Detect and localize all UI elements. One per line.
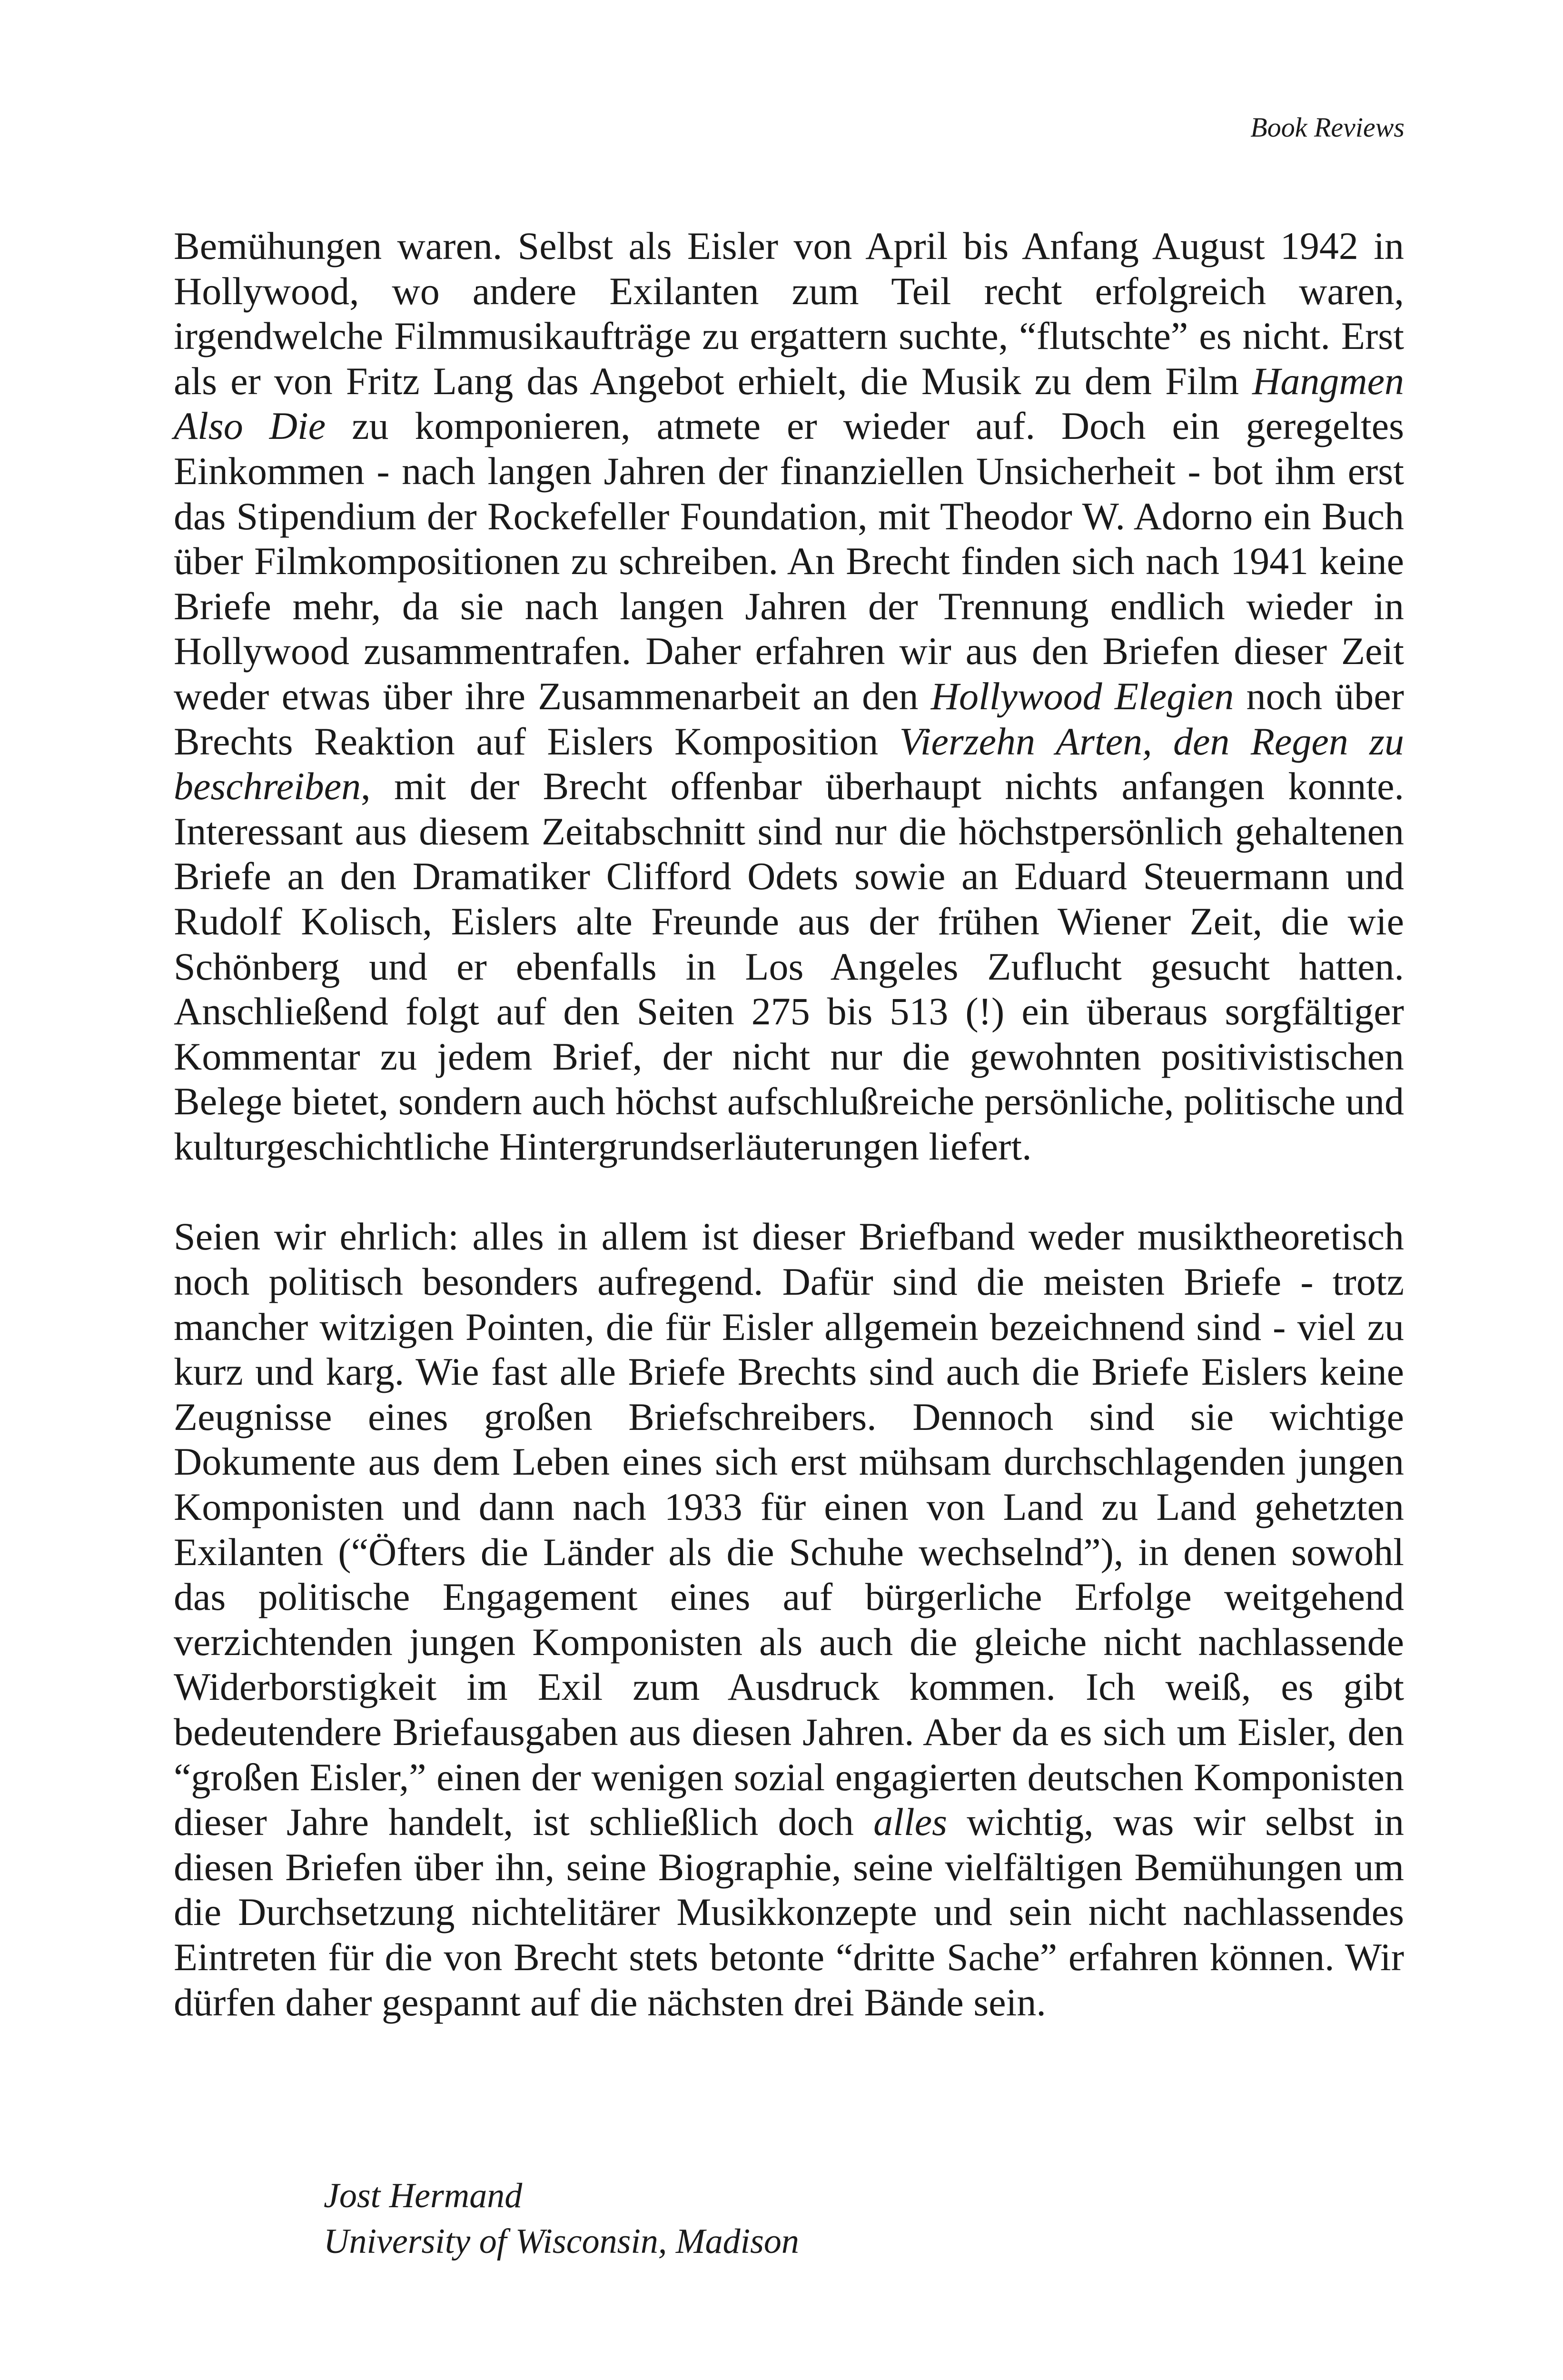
reviewer-name: Jost Hermand — [324, 2176, 523, 2215]
text-segment: noch über Brechts Reaktion auf Eislers Komposition — [174, 674, 1404, 763]
text-segment: Seien wir ehrlich: alles in allem ist dieser Briefband weder musiktheoretisch noch politisch besonders aufregend. Dafür sind die meisten Briefe - trotz mancher witzigen Pointen, die für Eisler allgemein bezeichnend sind - viel zu kurz und karg. Wie fast alle Briefe Brechts sind auch die Briefe Eislers keine Zeugnisse eines großen Briefschreibers. Dennoch sind sie wichtige Dokumente aus dem Leben eines sich erst mühsam durchschlagenden jungen Komponisten und dann nach 1933 für einen von Land zu Land gehetzten Exilanten (“Öfters die Länder als die Schuhe wechselnd”), in denen sowohl das politische Engagement eines auf bürgerliche Erfolge weitgehend verzichtenden jungen Komponisten als auch die gleiche nicht nachlassende Widerborstigkeit im Exil zum Ausdruck kommen. Ich weiß, es gibt bedeutendere Briefausgaben aus diesen Jahren. Aber da es sich um Eisler, den “großen Eisler,” einen der wenigen sozial engagierten deutschen Komponisten dieser Jahre handelt, ist schließlich doch — [174, 1215, 1404, 1844]
text-segment: Bemühungen waren. Selbst als Eisler von April bis Anfang August 1942 in Hollywood, wo andere Exilanten zum Teil recht erfolgreich waren, irgendwelche Filmmusikaufträge zu ergattern suchte, “flutschte” es nicht. Erst als er von Fritz Lang das Angebot erhielt, die Musik zu dem Film — [174, 224, 1404, 403]
emphasis-alles: alles — [873, 1800, 947, 1844]
work-title-hollywood-elegien: Hollywood Elegien — [930, 674, 1234, 718]
running-head: Book Reviews — [1250, 112, 1405, 143]
text-segment: , mit der Brecht offenbar überhaupt nichts anfangen konnte. Interessant aus diesem Zeitabschnitt sind nur die höchstpersönlich gehaltenen Briefe an den Dramatiker Clifford Odets sowie an Eduard Steuermann und Rudolf Kolisch, Eislers alte Freunde aus der frühen Wiener Zeit, die wie Schönberg und er ebenfalls in Los Angeles Zuflucht gesucht hatten. Anschließend folgt auf den Seiten 275 bis 513 (!) ein überaus sorgfältiger Kommentar zu jedem Brief, der nicht nur die gewohnten positivistischen Belege bietet, sondern auch höchst aufschlußreiche persönliche, politische und kulturgeschichtliche Hintergrundserläuterungen liefert. — [174, 764, 1404, 1168]
text-segment: wichtig, was wir selbst in diesen Briefen über ihn, seine Biographie, seine vielfältigen Bemühungen um die Durchsetzung nichtelitärer Musikkonzepte und sein nicht nachlassendes Eintreten für die von Brecht stets betonte “dritte Sache” erfahren können. Wir dürfen daher gespannt auf die nächsten drei Bände sein. — [174, 1800, 1404, 2024]
film-title-hangmen-also-die: Hangmen Also Die — [174, 359, 1404, 448]
text-segment: zu komponieren, atmete er wieder auf. Doch ein geregeltes Einkommen - nach langen Jahren der finanziellen Unsicherheit - bot ihm erst das Stipendium der Rockefeller Foundation, mit Theodor W. Adorno ein Buch über Filmkompositionen zu schreiben. An Brecht finden sich nach 1941 keine Briefe mehr, da sie nach langen Jahren der Trennung endlich wieder in Hollywood zusammentrafen. Daher erfahren wir aus den Briefen dieser Zeit weder etwas über ihre Zusammenarbeit an den — [174, 404, 1404, 718]
work-title-vierzehn-arten: Vierzehn Arten, den Regen zu beschreiben — [174, 719, 1405, 808]
review-body — [174, 224, 1404, 2025]
reviewer-affiliation: University of Wisconsin, Madison — [324, 2222, 799, 2261]
reviewer-signature — [324, 2173, 799, 2264]
review-paragraph-1 — [174, 224, 1404, 1169]
review-paragraph-2 — [174, 1214, 1404, 2025]
